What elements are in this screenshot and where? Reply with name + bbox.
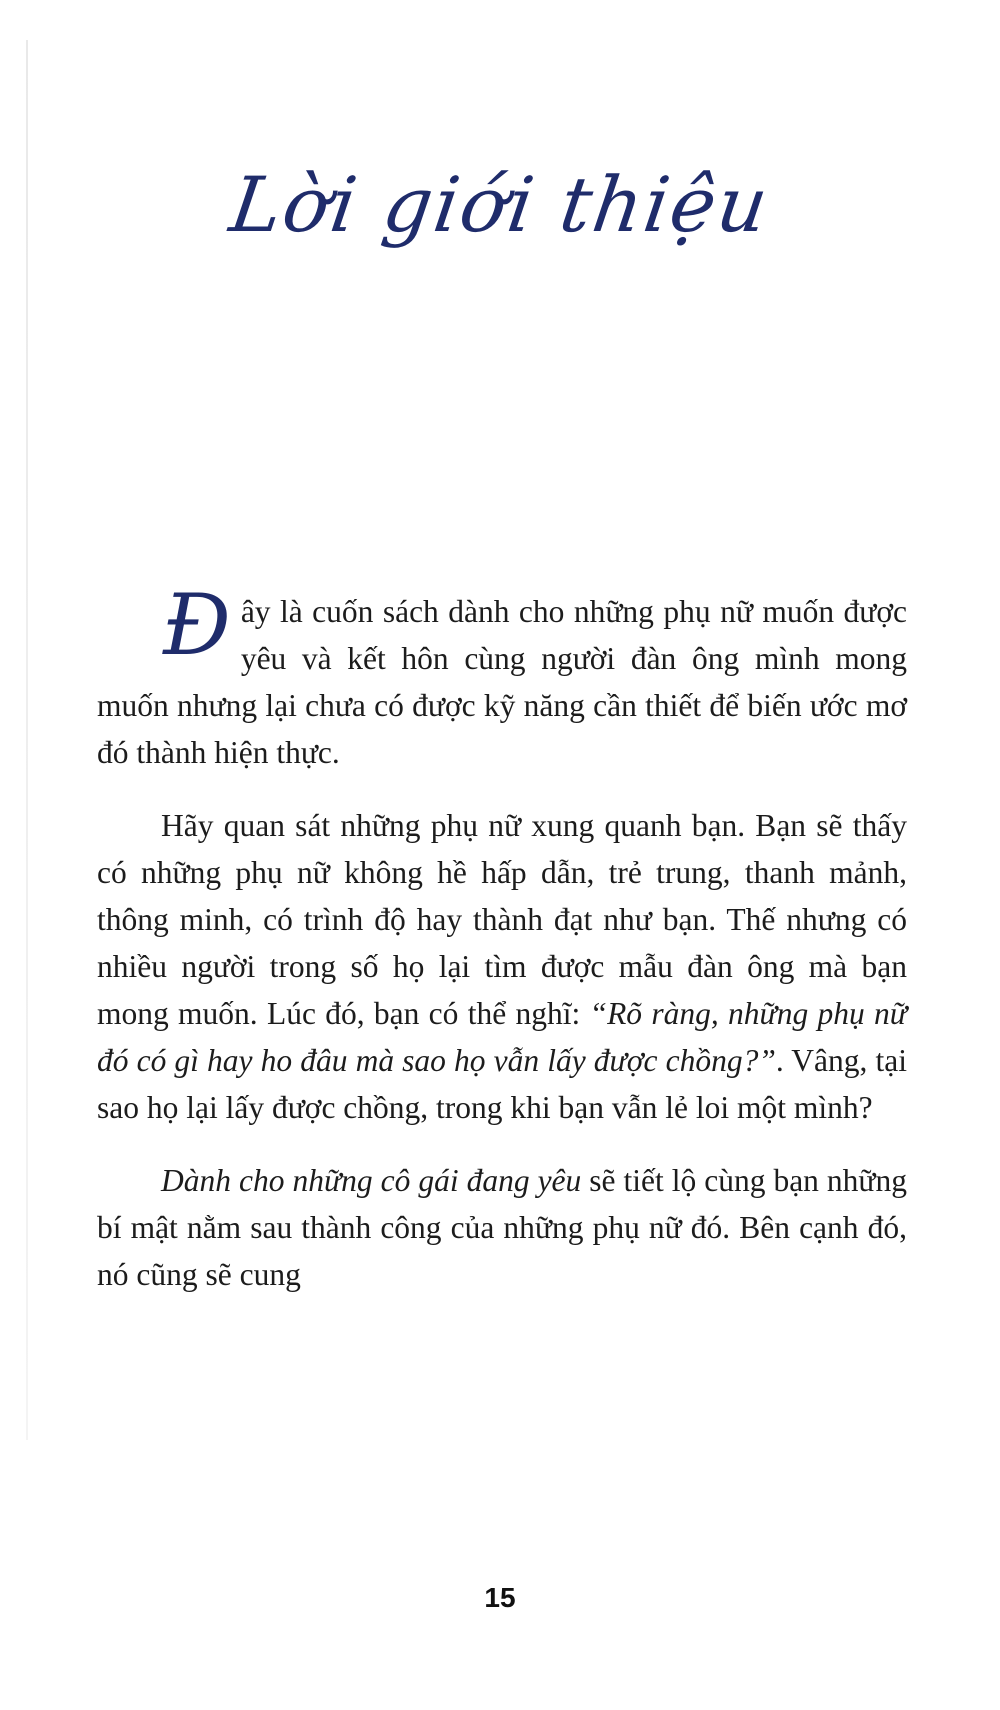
page-edge-shadow bbox=[26, 40, 28, 1440]
chapter-title: Lời giới thiệu bbox=[224, 160, 776, 249]
paragraph-3-text: sẽ tiết lộ cùng bạn những bí mật nằm sau thành công của những phụ nữ đó. Bên cạnh đó, nó cũng sẽ cung bbox=[97, 1163, 907, 1292]
body-text bbox=[97, 576, 907, 1324]
paragraph-2-text-after: . Vâng, tại sao họ lại lấy được chồng, trong khi bạn vẫn lẻ loi một mình? bbox=[97, 1043, 907, 1125]
paragraph-1 bbox=[97, 576, 907, 776]
paragraph-2 bbox=[97, 802, 907, 1131]
paragraph-1-text: ây là cuốn sách dành cho những phụ nữ muốn được yêu và kết hôn cùng người đàn ông mình mong muốn nhưng lại chưa có được kỹ năng cần thiết để biến ước mơ đó thành hiện thực. bbox=[97, 594, 907, 770]
page-number: 15 bbox=[484, 1582, 516, 1613]
book-title-reference: Dành cho những cô gái đang yêu bbox=[161, 1163, 582, 1198]
paragraph-3 bbox=[97, 1157, 907, 1298]
paragraph-2-text-before: Hãy quan sát những phụ nữ xung quanh bạn. Bạn sẽ thấy có những phụ nữ không hề hấp dẫn, trẻ trung, thanh mảnh, thông minh, có trình độ hay thành đạt như bạn. Thế nhưng có nhiều người trong số họ lại tìm được mẫu đàn ông mà bạn mong muốn. Lúc đó, bạn có thể nghĩ: bbox=[97, 808, 907, 1031]
drop-cap: Đ bbox=[163, 576, 231, 674]
paragraph-2-quote: “Rõ ràng, những phụ nữ đó có gì hay ho đâu mà sao họ vẫn lấy được chồng?” bbox=[97, 996, 907, 1078]
